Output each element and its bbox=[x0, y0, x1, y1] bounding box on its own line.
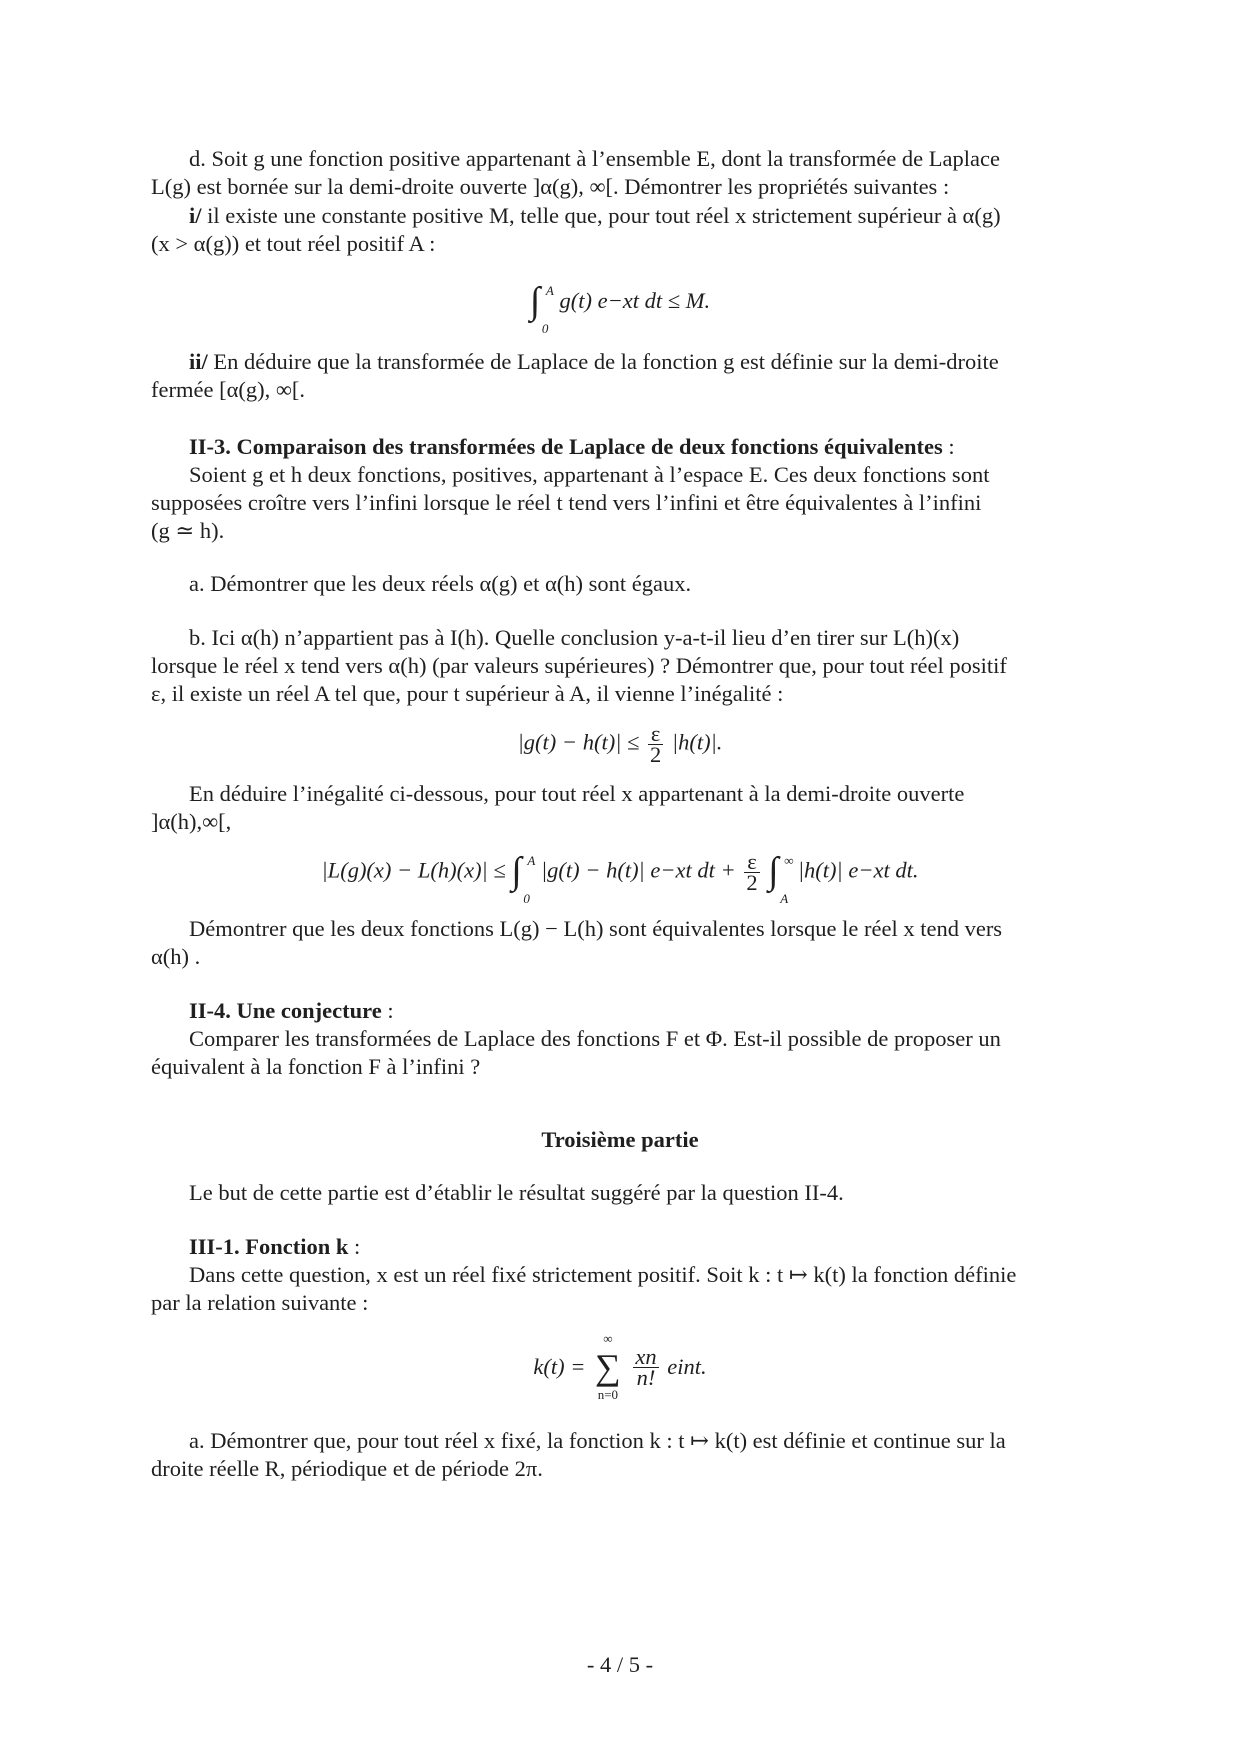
fraction: $\frac{\varepsilon}{2}$ bbox=[746, 849, 758, 895]
text-line: Soient g et h deux fonctions, positives, appartenant à l’espace E. Ces deux fonctions sont bbox=[189, 462, 990, 487]
item-label: ii/ bbox=[189, 349, 208, 374]
text-line: supposées croître vers l’infini lorsque le réel t tend vers l’infini et être équivalentes à l’infini bbox=[151, 490, 982, 515]
equation-body: g(t) e−xt dt ≤ M. bbox=[559, 288, 711, 314]
text-line: d. Soit g une fonction positive appartenant à l’ensemble E, dont la transformée de Laplace bbox=[189, 146, 1000, 171]
text-line: (g ≃ h). bbox=[151, 518, 225, 543]
section-heading: II-4. Une conjecture : bbox=[189, 998, 394, 1023]
fraction: $\frac{xn}{n!}$ bbox=[635, 1343, 657, 1390]
section-heading: II-3. Comparaison des transformées de Laplace de deux fonctions équivalentes : bbox=[189, 434, 955, 459]
text-line: Le but de cette partie est d’établir le résultat suggéré par la question II-4. bbox=[189, 1180, 844, 1205]
part-title: Troisième partie bbox=[541, 1127, 699, 1152]
item-label: i/ bbox=[189, 203, 202, 228]
text-line: lorsque le réel x tend vers α(h) (par valeurs supérieures) ? Démontrer que, pour tout réel positif bbox=[151, 653, 1007, 678]
equation-1 bbox=[0, 280, 1240, 336]
integral-sign: ∫ A 0 bbox=[511, 849, 536, 906]
section-heading: III-1. Fonction k : bbox=[189, 1234, 361, 1259]
text-line: équivalent à la fonction F à l’infini ? bbox=[151, 1054, 481, 1079]
text-line: En déduire l’inégalité ci-dessous, pour tout réel x appartenant à la demi-droite ouverte bbox=[189, 781, 965, 806]
text-line: Démontrer que les deux fonctions L(g) − L(h) sont équivalentes lorsque le réel x tend vers bbox=[189, 916, 1003, 941]
text-line: Comparer les transformées de Laplace des fonctions F et Φ. Est-il possible de proposer un bbox=[189, 1026, 1001, 1051]
text-line: Dans cette question, x est un réel fixé strictement positif. Soit k : t ↦ k(t) la fonction définie bbox=[189, 1262, 1017, 1287]
integral-sign: ∫ A 0 bbox=[529, 280, 554, 336]
equation-3: |L(g)(x) − L(h)(x)| ≤ ∫ A 0 |g(t) − h(t)| e−xt dt + $\frac{\varepsilon}{2}$ ∫ ∞ A |h(t)| e−xt dt. bbox=[321, 849, 919, 906]
text-span: il existe une constante positive M, telle que, pour tout réel x strictement supérieur à α(g) bbox=[201, 203, 1001, 228]
text-line: L(g) est bornée sur la demi-droite ouverte ]α(g), ∞[. Démontrer les propriétés suivantes : bbox=[151, 174, 950, 199]
text-line: fermée [α(g), ∞[. bbox=[151, 377, 305, 402]
text-line: b. Ici α(h) n’appartient pas à I(h). Quelle conclusion y-a-t-il lieu d’en tirer sur L(h)(x) bbox=[189, 625, 960, 650]
text-line bbox=[189, 202, 1001, 231]
text-line bbox=[189, 348, 999, 377]
text-line: ]α(h),∞[, bbox=[151, 809, 232, 834]
text-line: a. Démontrer que, pour tout réel x fixé, la fonction k : t ↦ k(t) est définie et continue sur la bbox=[189, 1428, 1006, 1453]
text-line: a. Démontrer que les deux réels α(g) et α(h) sont égaux. bbox=[189, 571, 692, 596]
page-number: - 4 / 5 - bbox=[586, 1652, 654, 1677]
text-span: En déduire que la transformée de Laplace de la fonction g est définie sur la demi-droite bbox=[207, 349, 999, 374]
text-line: ε, il existe un réel A tel que, pour t supérieur à A, il vienne l’inégalité : bbox=[151, 681, 784, 706]
equation-4: k(t) = ∞ ∑ n=0 $\frac{xn}{n!}$ eint. bbox=[533, 1331, 707, 1402]
text-line: α(h) . bbox=[151, 944, 201, 969]
text-line: par la relation suivante : bbox=[151, 1290, 369, 1315]
fraction: $\frac{\varepsilon}{2}$ bbox=[650, 721, 662, 767]
text-line: (x > α(g)) et tout réel positif A : bbox=[151, 231, 436, 256]
summation: ∞ ∑ n=0 bbox=[595, 1331, 621, 1402]
equation-2: |g(t) − h(t)| ≤ $\frac{\varepsilon}{2}$ |h(t)|. bbox=[517, 721, 723, 767]
text-line: droite réelle R, périodique et de période 2π. bbox=[151, 1456, 543, 1481]
integral-sign: ∫ ∞ A bbox=[768, 849, 794, 906]
